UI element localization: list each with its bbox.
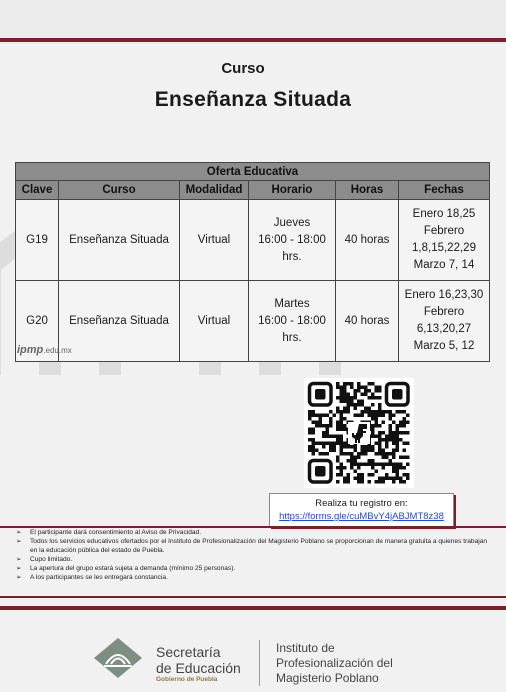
note-item [16,573,496,582]
arrow-bullet-icon: ➢ [16,556,22,564]
col-header-fechas: Fechas [399,181,490,200]
sep-emblem-icon [92,636,144,680]
institute-name-line: Magisterio Poblano [276,671,379,685]
cell-clave: G20 [16,281,59,362]
arrow-bullet-icon: ➢ [16,574,22,582]
cell-fechas [399,281,490,362]
footer-divider [259,640,260,686]
institute-name-line: Profesionalización del [276,656,393,670]
sep-name-line: de Educación [156,660,241,676]
horario-unit: hrs. [282,331,302,344]
table-row [16,281,490,362]
cell-modalidad: Virtual [180,281,249,362]
institute-name-line: Instituto de [276,641,335,655]
cell-curso: Enseñanza Situada [59,200,180,281]
sep-subtitle: Gobierno de Puebla [156,676,218,683]
cell-horario [249,281,336,362]
horario-time: 16:00 - 18:00 [258,314,326,327]
fechas-line: Enero 18,25 [412,208,476,220]
arrow-bullet-icon: ➢ [16,529,22,536]
sep-name [156,644,241,676]
notes-bottom-rule [0,596,506,598]
cell-horas: 40 horas [336,200,399,281]
registration-box [269,493,454,527]
ipmp-suffix: .edu.mx [43,346,72,355]
table-row [16,200,490,281]
sep-name-line: Secretaría [156,644,221,660]
horario-day: Martes [274,297,310,310]
note-text: A los participantes se les entregará constancia. [30,574,168,582]
top-rule [0,38,506,42]
registration-label: Realiza tu registro en: [315,498,408,509]
note-item [16,555,496,564]
cell-modalidad: Virtual [180,200,249,281]
fechas-line: Marzo 7, 14 [413,259,475,271]
cell-clave: G19 [16,200,59,281]
table-title: Oferta Educativa [16,163,490,181]
horario-unit: hrs. [282,250,302,263]
note-text: Todos los servicios educativos ofertados por el Instituto de Profesionalización del Magisterio Poblano se proporcionan de manera gratuita a quienes trabajan en la educación pública del estado de Puebla. [30,538,488,555]
offer-table [15,162,490,362]
ipmp-text: ipmp [17,344,44,356]
col-header-curso: Curso [59,181,180,200]
ipmp-watermark [17,344,72,356]
course-title: Enseñanza Situada [154,88,352,111]
course-label: Curso [221,60,265,77]
arrow-bullet-icon: ➢ [16,538,22,546]
fechas-line: 1,8,15,22,29 [412,242,476,254]
col-header-modalidad: Modalidad [180,181,249,200]
col-header-horas: Horas [336,181,399,200]
registration-link[interactable]: https://forms.gle/cuMBvY4jABJMT8z38 [279,511,444,522]
note-item [16,528,496,537]
arrow-bullet-icon: ➢ [16,565,22,573]
note-text: El participante dará consentimiento al Aviso de Privacidad. [30,529,202,536]
horario-time: 16:00 - 18:00 [258,233,326,246]
notes-list [16,528,496,583]
fechas-line: Enero 16,23,30 [404,289,484,301]
horario-day: Jueves [273,216,311,229]
note-text: La apertura del grupo estará sujeta a demanda (mínimo 25 personas). [30,565,236,573]
note-text: Cupo limitado. [30,556,73,564]
note-item [16,537,496,555]
note-item [16,564,496,573]
fechas-line: Marzo 5, 12 [413,340,475,352]
cell-fechas [399,200,490,281]
col-header-horario: Horario [249,181,336,200]
qr-code-icon [304,378,414,488]
fechas-line: Febrero 6,13,20,27 [416,306,472,335]
footer-rule [0,606,506,610]
col-header-clave: Clave [16,181,59,200]
cell-curso: Enseñanza Situada [59,281,180,362]
cell-horario [249,200,336,281]
institute-name [276,641,393,686]
qr-code[interactable] [304,378,414,488]
fechas-line: Febrero [423,225,465,237]
cell-horas: 40 horas [336,281,399,362]
